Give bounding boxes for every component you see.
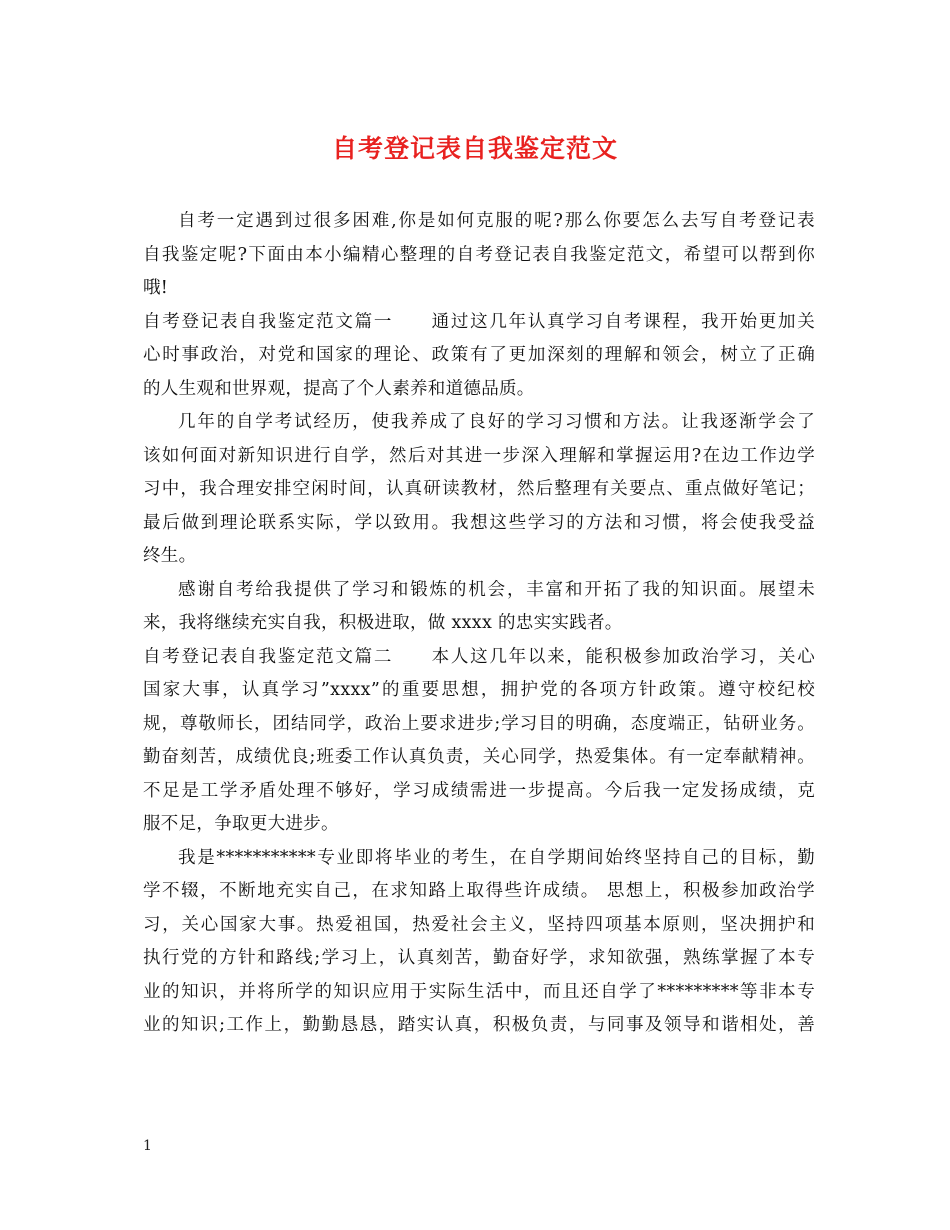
- text-line: 规，尊敬师长，团结同学，政治上要求进步;学习目的明确，态度端正，钻研业务。: [143, 713, 815, 734]
- page-number: 1: [143, 1138, 152, 1154]
- text-line: 的人生观和世界观，提高了个人素养和道德品质。: [143, 378, 535, 399]
- text-line: 习中，我合理安排空闲时间，认真研读教材，然后整理有关要点、重点做好笔记；: [143, 479, 815, 499]
- text-line: 该如何面对新知识进行自学，然后对其进一步深入理解和掌握运用?在边工作边学: [143, 445, 815, 466]
- text-line: 国家大事，认真学习”xxxx”的重要思想，拥护党的各项方针政策。遵守校纪校: [143, 680, 815, 700]
- text-line: 习，关心国家大事。热爱祖国，热爱社会主义，坚持四项基本原则，坚决拥护和: [143, 914, 815, 935]
- text-line: 自我鉴定呢?下面由本小编精心整理的自考登记表自我鉴定范文，希望可以帮到你: [143, 244, 815, 265]
- text-line: 终生。: [143, 546, 197, 566]
- text-line: 业的知识，并将所学的知识应用于实际生活中，而且还自学了*********等非本专: [143, 981, 815, 1002]
- text-line: 我是***********专业即将毕业的考生，在自学期间始终坚持自己的目标，勤: [178, 847, 815, 868]
- text-line: 心时事政治，对党和国家的理论、政策有了更加深刻的理解和领会，树立了正确: [143, 345, 815, 365]
- text-line: 几年的自学考试经历，使我养成了良好的学习习惯和方法。让我逐渐学会了: [178, 412, 815, 432]
- text-line: 最后做到理论联系实际，学以致用。我想这些学习的方法和习惯，将会使我受益: [143, 512, 815, 533]
- text-line: 哦!: [143, 278, 169, 298]
- text-line: 业的知识;工作上，勤勤恳恳，踏实认真，积极负责，与同事及领导和谐相处，善: [143, 1015, 815, 1035]
- text-line: 自考一定遇到过很多困难,你是如何克服的呢?那么你要怎么去写自考登记表: [178, 211, 815, 231]
- text-line: 不足是工学矛盾处理不够好，学习成绩需进一步提高。今后我一定发扬成绩，克: [143, 780, 815, 801]
- text-line: 感谢自考给我提供了学习和锻炼的机会，丰富和开拓了我的知识面。展望未: [178, 579, 815, 600]
- section-heading-line: 自考登记表自我鉴定范文篇一 通过这几年认真学习自考课程，我开始更加关: [143, 311, 815, 332]
- section-heading-line: 自考登记表自我鉴定范文篇二 本人这几年以来，能积极参加政治学习，关心: [143, 646, 815, 667]
- text-line: 来，我将继续充实自我，积极进取，做 xxxx 的忠实实践者。: [143, 613, 623, 633]
- text-line: 服不足，争取更大进步。: [143, 814, 339, 834]
- text-line: 勤奋刻苦，成绩优良;班委工作认真负责，关心同学，热爱集体。有一定奉献精神。: [143, 747, 815, 767]
- document-body: [143, 205, 815, 1043]
- text-line: 执行党的方针和路线;学习上，认真刻苦，勤奋好学，求知欲强，熟练掌握了本专: [143, 948, 815, 968]
- document-title: 自考登记表自我鉴定范文: [331, 134, 618, 163]
- text-line: 学不辍，不断地充实自己，在求知路上取得些许成绩。 思想上，积极参加政治学: [143, 881, 815, 901]
